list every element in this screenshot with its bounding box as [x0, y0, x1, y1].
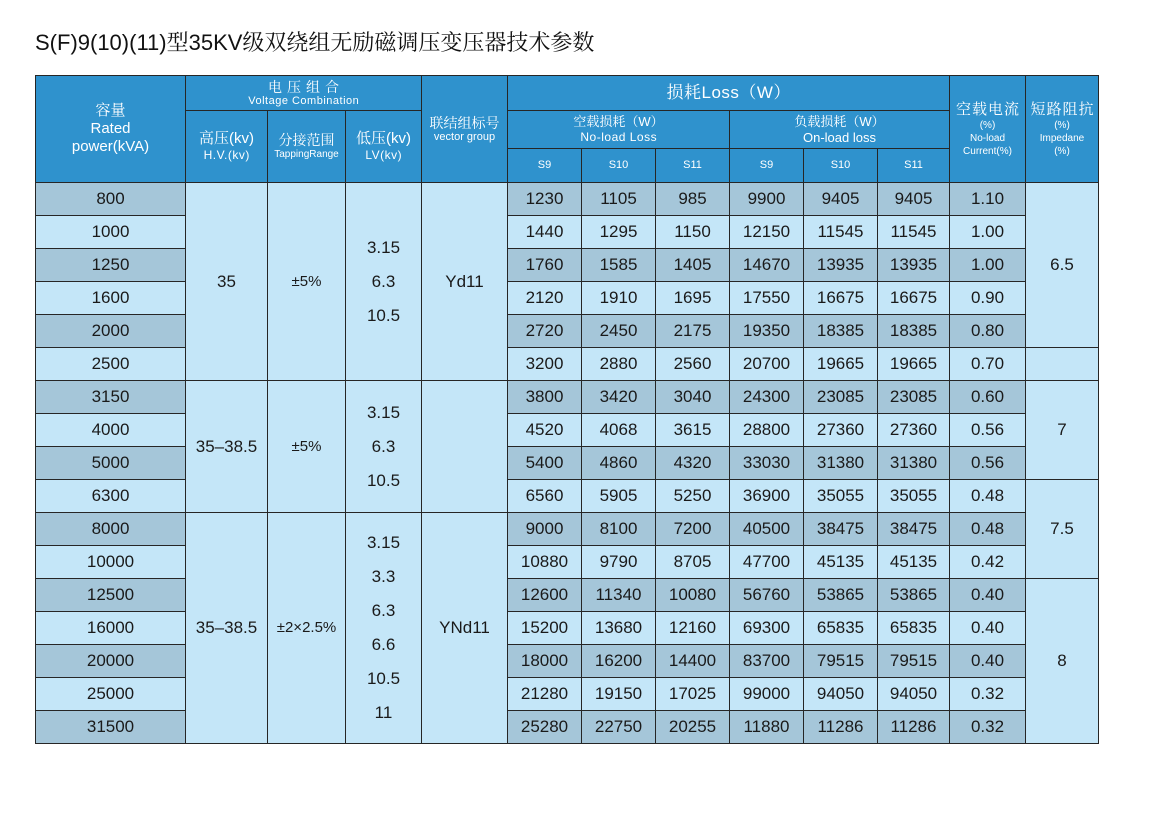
lv-value: 3.3 [371, 567, 396, 586]
no-load-loss-s10-cell: 22750 [582, 711, 656, 744]
no-load-loss-s9-cell: 1440 [508, 216, 582, 249]
on-load-loss-s11-cell: 53865 [878, 579, 950, 612]
header-on-load-s11 [878, 149, 950, 183]
no-load-current-cell: 0.48 [950, 480, 1026, 513]
series-label: S11 [904, 159, 923, 171]
on-load-loss-s9-cell: 69300 [730, 612, 804, 645]
tapping-range-cell: ±5% [268, 183, 346, 381]
on-load-loss-s10-cell: 79515 [804, 645, 878, 678]
on-load-loss-s9-cell: 11880 [730, 711, 804, 744]
on-load-loss-s11-cell: 13935 [878, 249, 950, 282]
vector-group-cell [422, 381, 508, 513]
page-title: S(F)9(10)(11)型35KV级双绕组无励磁调压变压器技术参数 [35, 30, 595, 55]
no-load-current-cell: 0.42 [950, 546, 1026, 579]
no-load-loss-s10-cell: 4860 [582, 447, 656, 480]
on-load-loss-s11-cell: 31380 [878, 447, 950, 480]
on-load-loss-s10-cell: 65835 [804, 612, 878, 645]
capacity-cell: 25000 [36, 678, 186, 711]
header-loss-label: 损耗Loss（W） [666, 83, 791, 102]
on-load-loss-s11-cell: 38475 [878, 513, 950, 546]
capacity-cell: 16000 [36, 612, 186, 645]
no-load-loss-s11-cell: 10080 [656, 579, 730, 612]
on-load-loss-s9-cell: 99000 [730, 678, 804, 711]
no-load-loss-s11-cell: 8705 [656, 546, 730, 579]
no-load-loss-s10-cell: 16200 [582, 645, 656, 678]
impedance-cell: 7.5 [1026, 480, 1099, 579]
no-load-loss-s9-cell: 18000 [508, 645, 582, 678]
series-label: S11 [683, 159, 702, 171]
on-load-loss-s11-cell: 16675 [878, 282, 950, 315]
capacity-cell: 1250 [36, 249, 186, 282]
tapping-range-cell: ±5% [268, 381, 346, 513]
no-load-loss-s11-cell: 7200 [656, 513, 730, 546]
header-no-load-current [950, 76, 1026, 183]
no-load-loss-s9-cell: 3200 [508, 348, 582, 381]
capacity-cell: 1600 [36, 282, 186, 315]
on-load-loss-s10-cell: 53865 [804, 579, 878, 612]
on-load-loss-s9-cell: 19350 [730, 315, 804, 348]
no-load-loss-s10-cell: 2450 [582, 315, 656, 348]
no-load-loss-s10-cell: 2880 [582, 348, 656, 381]
header-no-load-loss [508, 111, 730, 149]
lv-value: 3.15 [366, 402, 401, 422]
on-load-loss-s11-cell: 45135 [878, 546, 950, 579]
no-load-loss-s11-cell: 1695 [656, 282, 730, 315]
capacity-cell: 4000 [36, 414, 186, 447]
no-load-current-cell: 0.60 [950, 381, 1026, 414]
on-load-loss-s10-cell: 13935 [804, 249, 878, 282]
on-load-loss-s11-cell: 35055 [878, 480, 950, 513]
series-label: S9 [537, 159, 552, 171]
header-voltage-combination-zh: 电压组合 [268, 78, 344, 95]
on-load-loss-s9-cell: 28800 [730, 414, 804, 447]
on-load-loss-s9-cell: 33030 [730, 447, 804, 480]
on-load-loss-s11-cell: 79515 [878, 645, 950, 678]
header-voltage-combination-en: Voltage Combination [248, 94, 360, 107]
lv-value: 3.15 [366, 533, 401, 552]
header-no-load-loss-en: No-load Loss [580, 130, 658, 144]
no-load-current-cell: 0.80 [950, 315, 1026, 348]
header-capacity-en-line2: power(kVA) [71, 138, 150, 155]
lv-value: 6.3 [371, 601, 396, 620]
on-load-loss-s10-cell: 31380 [804, 447, 878, 480]
capacity-cell: 2000 [36, 315, 186, 348]
no-load-current-cell: 0.40 [950, 612, 1026, 645]
no-load-loss-s9-cell: 9000 [508, 513, 582, 546]
no-load-loss-s9-cell: 3800 [508, 381, 582, 414]
hv-cell: 35–38.5 [186, 513, 268, 744]
no-load-loss-s9-cell: 2720 [508, 315, 582, 348]
on-load-loss-s11-cell: 9405 [878, 183, 950, 216]
lv-value: 6.6 [371, 635, 396, 654]
on-load-loss-s10-cell: 94050 [804, 678, 878, 711]
no-load-loss-s9-cell: 12600 [508, 579, 582, 612]
header-hv [186, 111, 268, 183]
no-load-loss-s9-cell: 2120 [508, 282, 582, 315]
vector-group-cell: YNd11 [422, 513, 508, 744]
header-capacity [36, 76, 186, 183]
header-impedance-en: Impedane [1039, 132, 1085, 144]
on-load-loss-s10-cell: 9405 [804, 183, 878, 216]
no-load-loss-s11-cell: 1150 [656, 216, 730, 249]
header-on-load-s9 [730, 149, 804, 183]
header-tapping-range-en: TappingRange [274, 149, 339, 160]
no-load-current-cell: 1.00 [950, 249, 1026, 282]
header-impedance [1026, 76, 1099, 183]
on-load-loss-s11-cell: 65835 [878, 612, 950, 645]
on-load-loss-s11-cell: 11286 [878, 711, 950, 744]
no-load-loss-s9-cell: 15200 [508, 612, 582, 645]
on-load-loss-s10-cell: 16675 [804, 282, 878, 315]
header-tapping-range [268, 111, 346, 183]
capacity-cell: 1000 [36, 216, 186, 249]
header-impedance-zh: 短路阻抗 [1030, 100, 1095, 118]
on-load-loss-s9-cell: 24300 [730, 381, 804, 414]
on-load-loss-s11-cell: 27360 [878, 414, 950, 447]
no-load-loss-s10-cell: 1295 [582, 216, 656, 249]
no-load-current-cell: 0.32 [950, 711, 1026, 744]
capacity-cell: 8000 [36, 513, 186, 546]
no-load-loss-s9-cell: 10880 [508, 546, 582, 579]
no-load-loss-s10-cell: 11340 [582, 579, 656, 612]
no-load-loss-s11-cell: 5250 [656, 480, 730, 513]
no-load-loss-s11-cell: 20255 [656, 711, 730, 744]
on-load-loss-s9-cell: 12150 [730, 216, 804, 249]
on-load-loss-s11-cell: 94050 [878, 678, 950, 711]
on-load-loss-s10-cell: 18385 [804, 315, 878, 348]
tapping-range-cell: ±2×2.5% [268, 513, 346, 744]
no-load-loss-s11-cell: 2175 [656, 315, 730, 348]
no-load-current-cell: 0.48 [950, 513, 1026, 546]
header-no-load-s10 [582, 149, 656, 183]
capacity-cell: 5000 [36, 447, 186, 480]
header-no-load-s11 [656, 149, 730, 183]
no-load-loss-s11-cell: 1405 [656, 249, 730, 282]
on-load-loss-s9-cell: 36900 [730, 480, 804, 513]
no-load-loss-s10-cell: 9790 [582, 546, 656, 579]
hv-cell: 35 [186, 183, 268, 381]
no-load-current-cell: 0.90 [950, 282, 1026, 315]
header-lv [346, 111, 422, 183]
no-load-loss-s10-cell: 3420 [582, 381, 656, 414]
header-on-load-loss [730, 111, 950, 149]
header-vector-group-zh: 联结组标号 [429, 114, 500, 131]
no-load-loss-s11-cell: 985 [656, 183, 730, 216]
lv-cell [346, 381, 422, 513]
header-no-load-loss-zh: 空载损耗（W） [573, 114, 664, 129]
no-load-loss-s9-cell: 25280 [508, 711, 582, 744]
no-load-current-cell: 0.40 [950, 645, 1026, 678]
no-load-current-cell: 0.56 [950, 414, 1026, 447]
no-load-current-cell: 1.10 [950, 183, 1026, 216]
no-load-current-cell: 0.40 [950, 579, 1026, 612]
no-load-loss-s9-cell: 5400 [508, 447, 582, 480]
no-load-loss-s9-cell: 1760 [508, 249, 582, 282]
on-load-loss-s10-cell: 11286 [804, 711, 878, 744]
hv-cell: 35–38.5 [186, 381, 268, 513]
header-no-load-s9 [508, 149, 582, 183]
header-vector-group [422, 76, 508, 183]
series-label: S10 [608, 159, 629, 171]
header-no-load-current-unit: (%) [979, 119, 996, 131]
on-load-loss-s10-cell: 35055 [804, 480, 878, 513]
vector-group-cell: Yd11 [422, 183, 508, 381]
on-load-loss-s10-cell: 45135 [804, 546, 878, 579]
no-load-loss-s11-cell: 12160 [656, 612, 730, 645]
no-load-loss-s10-cell: 1910 [582, 282, 656, 315]
header-capacity-zh: 容量 [95, 102, 126, 119]
capacity-cell: 2500 [36, 348, 186, 381]
no-load-current-cell: 0.32 [950, 678, 1026, 711]
no-load-loss-s11-cell: 3615 [656, 414, 730, 447]
no-load-current-cell: 0.70 [950, 348, 1026, 381]
no-load-loss-s9-cell: 4520 [508, 414, 582, 447]
on-load-loss-s9-cell: 83700 [730, 645, 804, 678]
capacity-cell: 12500 [36, 579, 186, 612]
no-load-loss-s10-cell: 1585 [582, 249, 656, 282]
lv-value: 10.5 [366, 305, 401, 325]
no-load-loss-s11-cell: 2560 [656, 348, 730, 381]
capacity-cell: 10000 [36, 546, 186, 579]
on-load-loss-s9-cell: 17550 [730, 282, 804, 315]
impedance-cell: 7 [1026, 381, 1099, 480]
lv-value: 3.15 [366, 237, 401, 257]
header-loss [508, 76, 950, 111]
header-impedance-unit: (%) [1054, 119, 1070, 131]
impedance-cell: 6.5 [1026, 183, 1099, 348]
header-tapping-range-zh: 分接范围 [278, 132, 335, 148]
on-load-loss-s10-cell: 38475 [804, 513, 878, 546]
no-load-loss-s11-cell: 17025 [656, 678, 730, 711]
no-load-loss-s10-cell: 5905 [582, 480, 656, 513]
capacity-cell: 6300 [36, 480, 186, 513]
header-lv-zh: 低压(kv) [356, 130, 411, 147]
no-load-loss-s11-cell: 14400 [656, 645, 730, 678]
capacity-cell: 31500 [36, 711, 186, 744]
no-load-loss-s10-cell: 19150 [582, 678, 656, 711]
on-load-loss-s9-cell: 56760 [730, 579, 804, 612]
no-load-loss-s10-cell: 4068 [582, 414, 656, 447]
no-load-loss-s10-cell: 13680 [582, 612, 656, 645]
header-no-load-current-en-line1: No-load [969, 132, 1006, 144]
impedance-cell: 8 [1026, 579, 1099, 744]
no-load-loss-s11-cell: 3040 [656, 381, 730, 414]
on-load-loss-s9-cell: 40500 [730, 513, 804, 546]
no-load-loss-s9-cell: 1230 [508, 183, 582, 216]
series-label: S9 [759, 159, 774, 171]
impedance-cell [1026, 348, 1099, 381]
header-capacity-en-line1: Rated [90, 120, 131, 137]
technical-parameter-table [35, 75, 1099, 744]
series-label: S10 [830, 159, 851, 171]
header-no-load-current-zh: 空载电流 [955, 100, 1020, 118]
on-load-loss-s11-cell: 18385 [878, 315, 950, 348]
capacity-cell: 3150 [36, 381, 186, 414]
lv-cell [346, 183, 422, 381]
header-on-load-loss-en: On-load loss [803, 129, 876, 145]
lv-value: 6.3 [371, 436, 396, 456]
on-load-loss-s11-cell: 19665 [878, 348, 950, 381]
no-load-loss-s9-cell: 21280 [508, 678, 582, 711]
no-load-current-cell: 0.56 [950, 447, 1026, 480]
header-impedance-unit2: (%) [1054, 145, 1070, 157]
header-hv-zh: 高压(kv) [199, 130, 254, 147]
no-load-loss-s11-cell: 4320 [656, 447, 730, 480]
lv-cell [346, 513, 422, 744]
capacity-cell: 20000 [36, 645, 186, 678]
no-load-loss-s9-cell: 6560 [508, 480, 582, 513]
on-load-loss-s11-cell: 11545 [878, 216, 950, 249]
on-load-loss-s9-cell: 47700 [730, 546, 804, 579]
header-on-load-s10 [804, 149, 878, 183]
capacity-cell: 800 [36, 183, 186, 216]
on-load-loss-s10-cell: 11545 [804, 216, 878, 249]
lv-value: 11 [374, 703, 393, 722]
on-load-loss-s10-cell: 27360 [804, 414, 878, 447]
no-load-loss-s10-cell: 1105 [582, 183, 656, 216]
no-load-current-cell: 1.00 [950, 216, 1026, 249]
on-load-loss-s9-cell: 20700 [730, 348, 804, 381]
lv-value: 6.3 [371, 271, 396, 291]
on-load-loss-s10-cell: 19665 [804, 348, 878, 381]
header-on-load-loss-zh: 负载损耗（W） [794, 113, 885, 129]
on-load-loss-s9-cell: 14670 [730, 249, 804, 282]
lv-value: 10.5 [366, 669, 401, 688]
no-load-loss-s10-cell: 8100 [582, 513, 656, 546]
on-load-loss-s11-cell: 23085 [878, 381, 950, 414]
header-voltage-combination [186, 76, 422, 111]
header-hv-en: H.V.(kv) [203, 148, 250, 162]
header-lv-en: LV(kv) [365, 148, 403, 162]
header-vector-group-en: vector group [433, 130, 496, 143]
lv-value: 10.5 [366, 470, 401, 490]
on-load-loss-s9-cell: 9900 [730, 183, 804, 216]
header-no-load-current-en-line2: Current(%) [963, 145, 1012, 157]
on-load-loss-s10-cell: 23085 [804, 381, 878, 414]
